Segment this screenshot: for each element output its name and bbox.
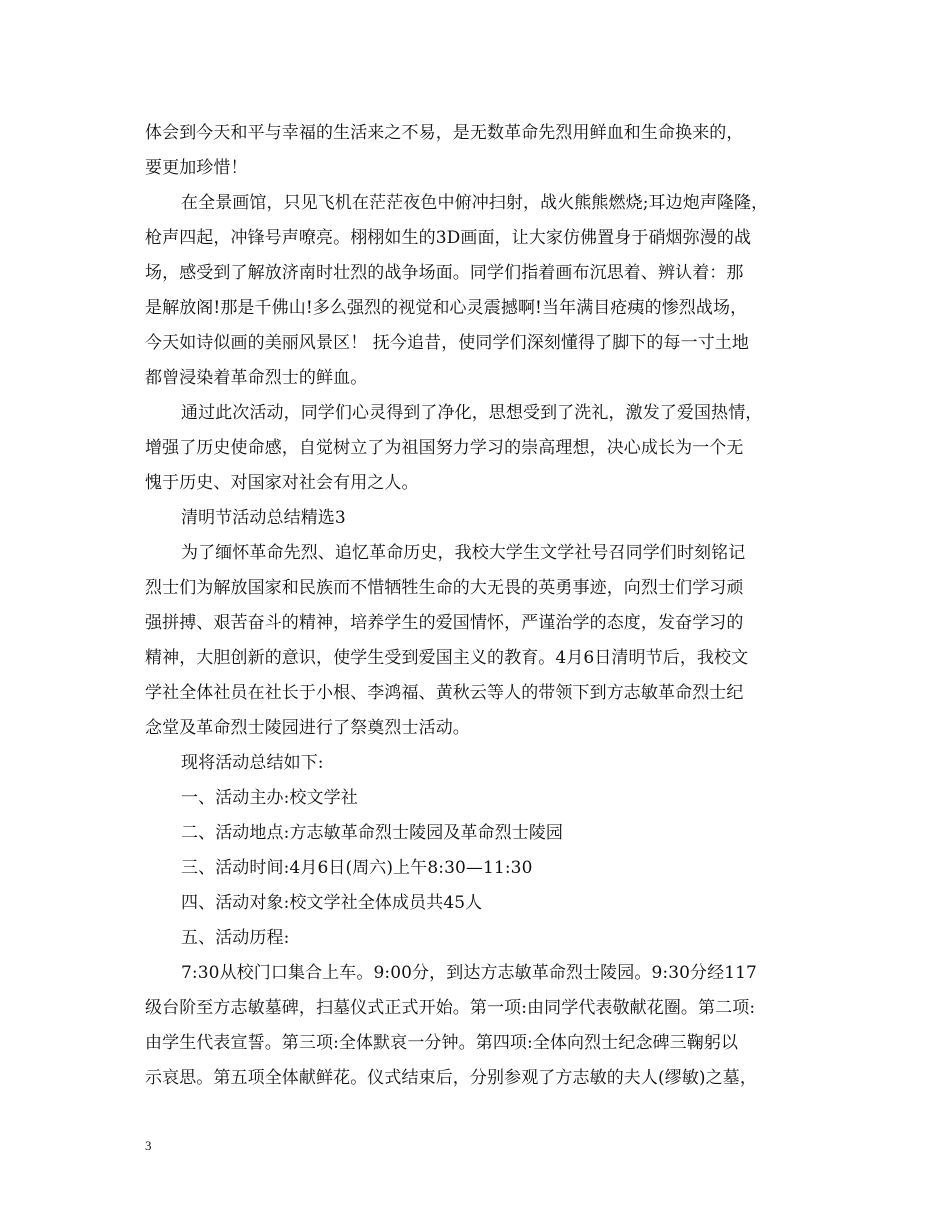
text-line: 7:30从校门口集合上车。9:00分，到达方志敏革命烈士陵园。9:30分经117: [181, 963, 757, 983]
text-line: 四、活动对象:校文学社全体成员共45人: [181, 893, 483, 913]
text-line: 一、活动主办:校文学社: [181, 788, 358, 808]
text-line: 要更加珍惜！: [145, 158, 248, 178]
text-line: 是解放阁!那是千佛山!多么强烈的视觉和心灵震撼啊!当年满目疮痍的惨烈战场，: [145, 298, 748, 318]
text-line: 学社全体社员在社长于小根、李鸿福、黄秋云等人的带领下到方志敏革命烈士纪: [145, 683, 744, 703]
text-line: 强拼搏、艰苦奋斗的精神，培养学生的爱国情怀，严谨治学的态度，发奋学习的: [145, 613, 744, 633]
text-line: 体会到今天和平与幸福的生活来之不易，是无数革命先烈用鲜血和生命换来的，: [145, 123, 744, 143]
text-line: 示哀思。第五项全体献鲜花。仪式结束后，分别参观了方志敏的夫人(缪敏)之墓，: [145, 1068, 757, 1088]
text-line: 由学生代表宣誓。第三项:全体默哀一分钟。第四项:全体向烈士纪念碑三鞠躬以: [145, 1033, 739, 1053]
text-line: 场，感受到了解放济南时壮烈的战争场面。同学们指着画布沉思着、辨认着：那: [145, 263, 744, 283]
text-line: 在全景画馆，只见飞机在茫茫夜色中俯冲扫射，战火熊熊燃烧;耳边炮声隆隆，: [181, 193, 769, 213]
text-line: 枪声四起，冲锋号声嘹亮。栩栩如生的3D画面，让大家仿佛置身于硝烟弥漫的战: [145, 228, 752, 248]
text-line: 都曾浸染着革命烈士的鲜血。: [145, 368, 368, 388]
document-body: [145, 116, 810, 1096]
text-line: 三、活动时间:4月6日(周六)上午8:30—11:30: [181, 858, 533, 878]
text-line: 级台阶至方志敏墓碑，扫墓仪式正式开始。第一项:由同学代表敬献花圈。第二项:: [145, 998, 756, 1018]
text-line: 二、活动地点:方志敏革命烈士陵园及革命烈士陵园: [181, 823, 564, 843]
text-line: 五、活动历程:: [181, 928, 290, 948]
page-number: 3: [145, 1138, 152, 1153]
text-line: 精神，大胆创新的意识，使学生受到爱国主义的教育。4月6日清明节后，我校文: [145, 648, 749, 668]
text-line: 为了缅怀革命先烈、追忆革命历史，我校大学生文学社号召同学们时刻铭记: [181, 543, 746, 563]
text-line: 清明节活动总结精选3: [181, 508, 346, 528]
text-line: 增强了历史使命感，自觉树立了为祖国努力学习的崇高理想，决心成长为一个无: [145, 438, 744, 458]
text-line: 念堂及革命烈士陵园进行了祭奠烈士活动。: [145, 718, 470, 738]
text-line: 愧于历史、对国家对社会有用之人。: [145, 473, 419, 493]
text-line: 烈士们为解放国家和民族而不惜牺牲生命的大无畏的英勇事迹，向烈士们学习顽: [145, 578, 744, 598]
text-line: 通过此次活动，同学们心灵得到了净化，思想受到了洗礼，激发了爱国热情，: [181, 403, 763, 423]
text-line: 今天如诗似画的美丽风景区！ 抚今追昔，使同学们深刻懂得了脚下的每一寸土地: [145, 333, 750, 353]
text-line: 现将活动总结如下:: [181, 753, 324, 773]
